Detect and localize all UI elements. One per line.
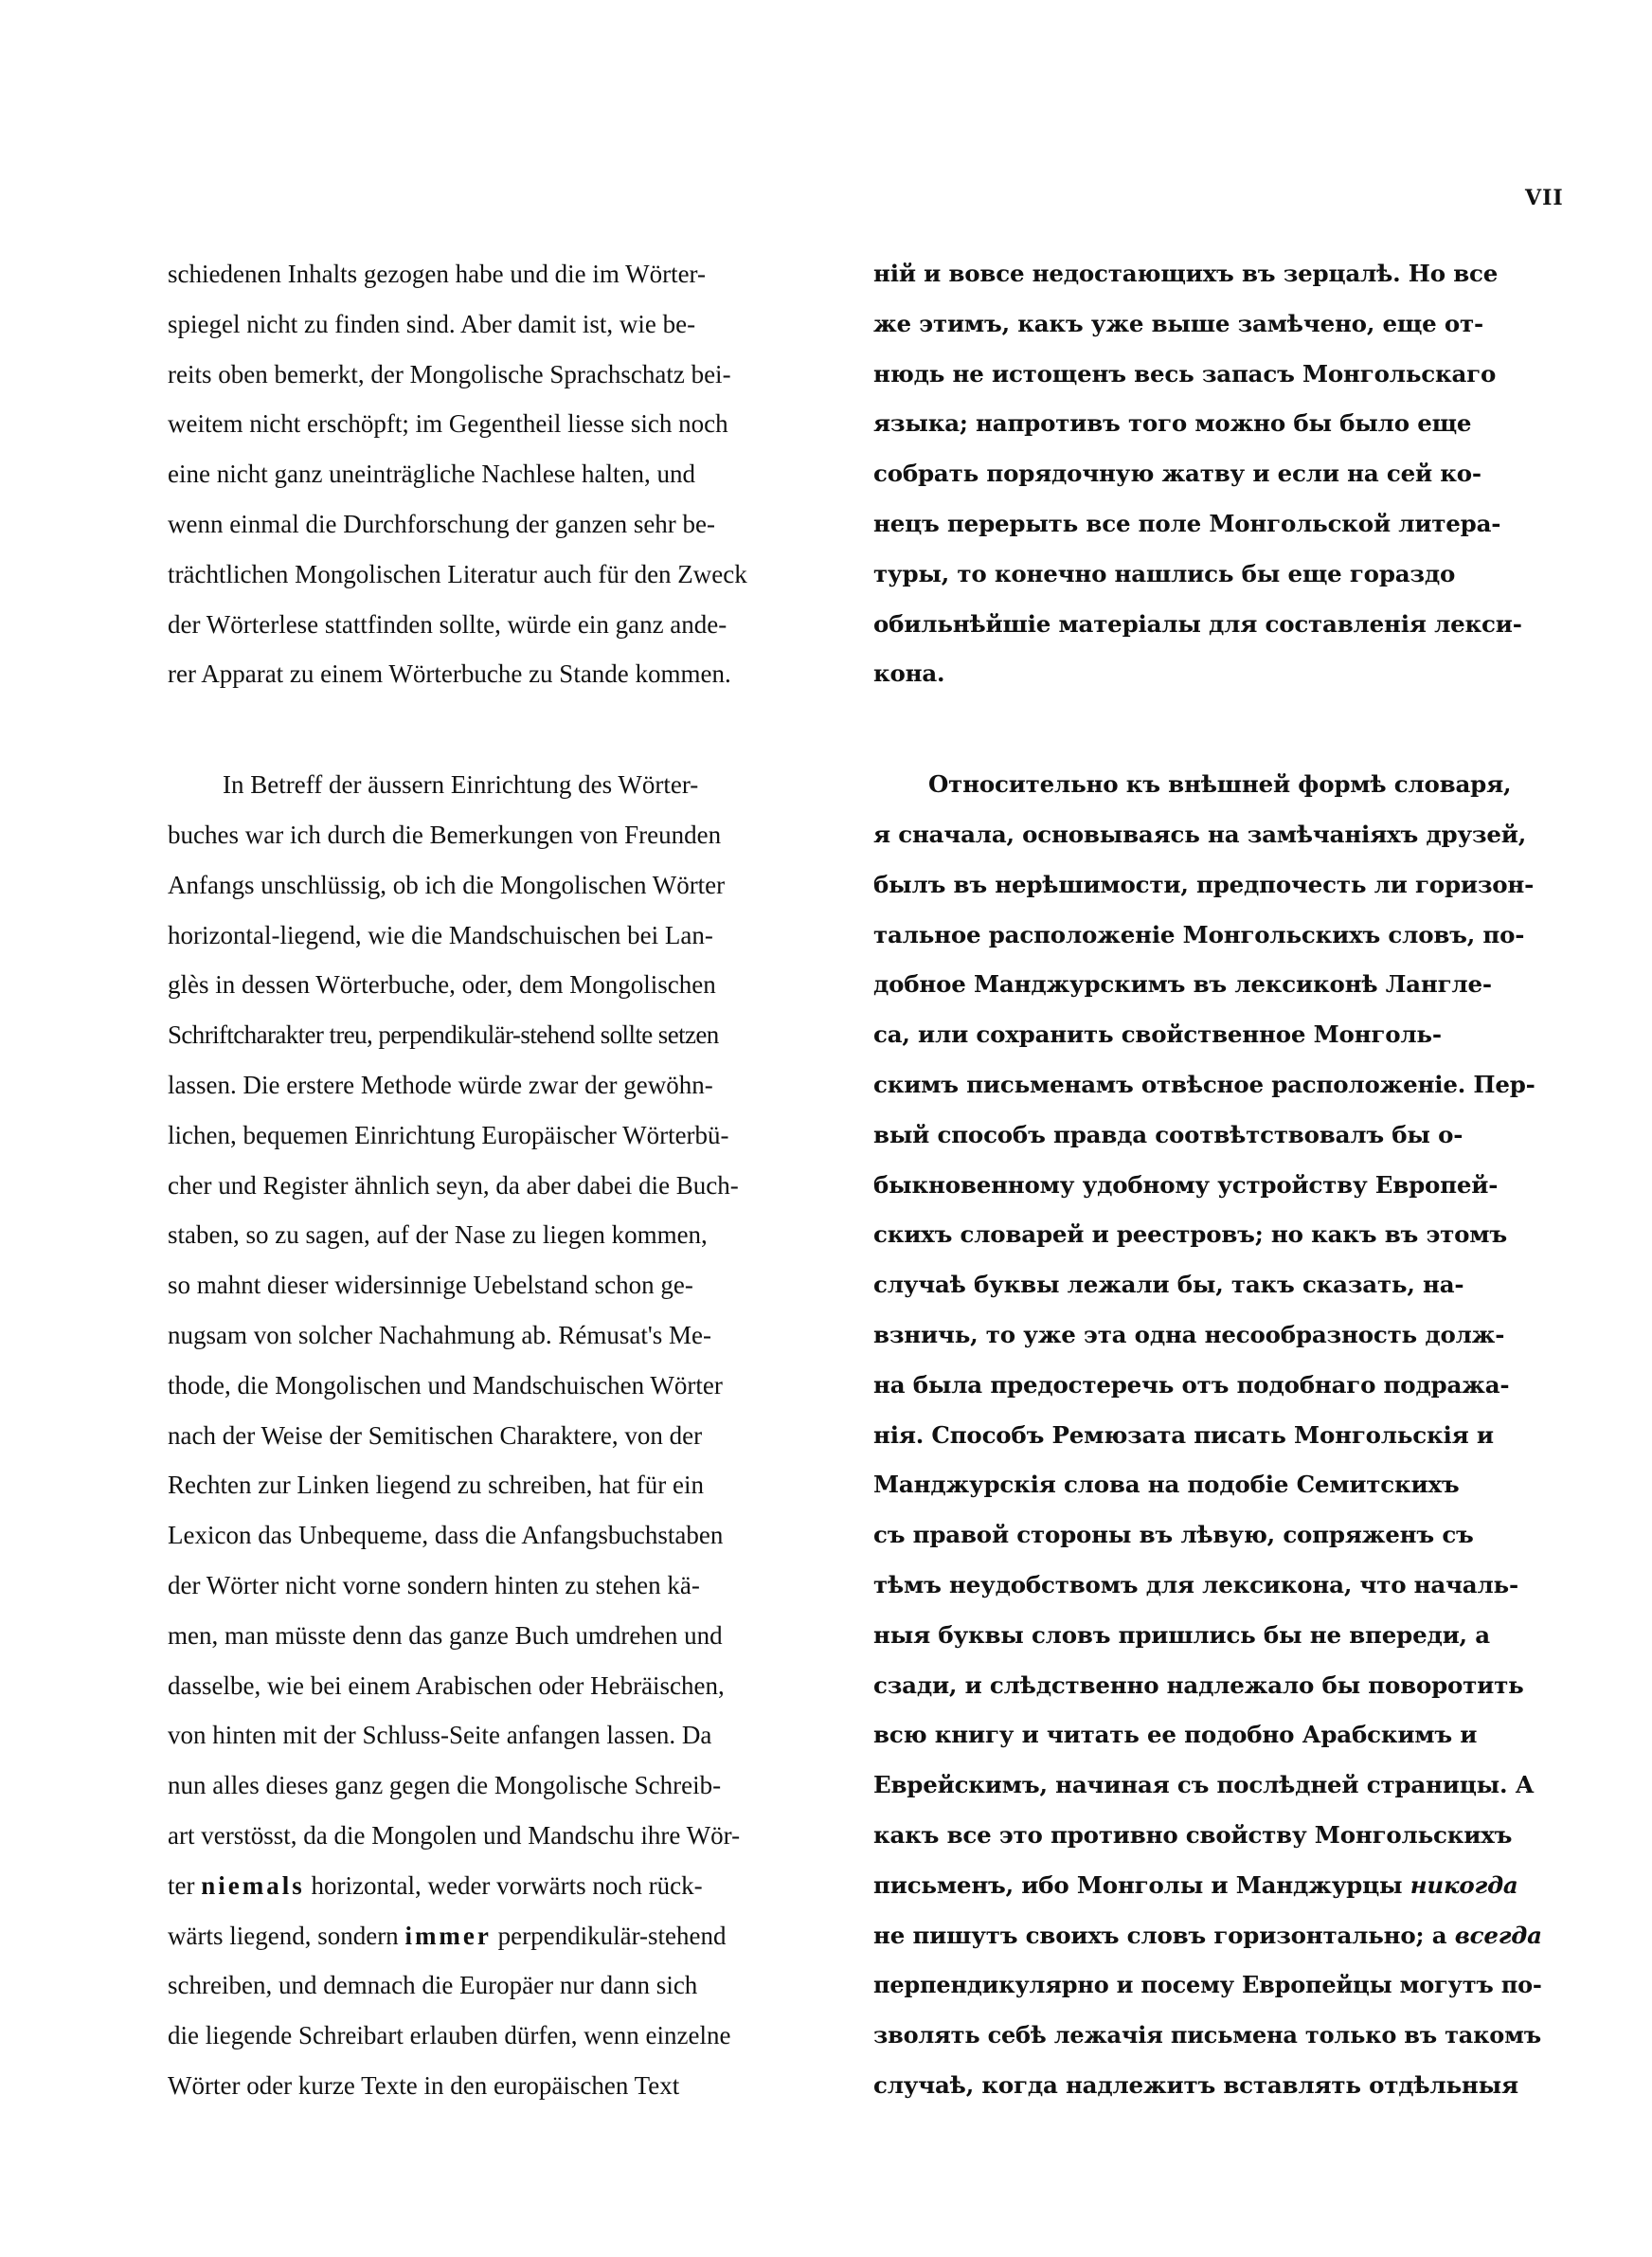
text-line: я сначала, основываясь на замѣчаніяхъ друзей, bbox=[873, 820, 1527, 848]
text-line: нія. Способъ Ремюзата писать Монгольскія и bbox=[873, 1420, 1494, 1449]
text-line: von hinten mit der Schluss-Seite anfangen lassen. Da bbox=[168, 1721, 712, 1750]
text-line: ныя буквы словъ пришлись бы не впереди, а bbox=[873, 1620, 1490, 1649]
text-line: men, man müsste denn das ganze Buch umdrehen und bbox=[168, 1620, 723, 1650]
text-line bbox=[168, 1911, 838, 1961]
german-paragraph-1 bbox=[168, 249, 838, 699]
text-line: reits oben bemerkt, der Mongolische Sprachschatz bei- bbox=[168, 359, 731, 388]
text-line: ній и вовсе недостающихъ въ зерцалѣ. Но все bbox=[873, 260, 1499, 287]
text-line: art verstösst, da die Mongolen und Mandschu ihre Wör- bbox=[168, 1820, 741, 1850]
emphasis-italic: никогда bbox=[1410, 1870, 1518, 1899]
text-line: обильнѣйшіе матеріалы для составленія лекси- bbox=[873, 609, 1522, 638]
text-line: скимъ письменамъ отвѣсное расположеніе. Пер- bbox=[873, 1070, 1535, 1098]
text-line: so mahnt dieser widersinnige Uebelstand schon ge- bbox=[168, 1271, 693, 1300]
text-line: In Betreff der äussern Einrichtung des Wörter- bbox=[223, 770, 699, 800]
text-line: horizontal-liegend, wie die Mandschuischen bei Lan- bbox=[168, 920, 713, 949]
text-line: же этимъ, какъ уже выше замѣчено, еще от- bbox=[873, 309, 1483, 337]
text-line: сзади, и слѣдственно надлежало бы поворотить bbox=[873, 1670, 1524, 1699]
text-line: Rechten zur Linken liegend zu schreiben, hat für ein bbox=[168, 1471, 705, 1500]
text-line: Еврейскимъ, начиная съ послѣдней страницы. А bbox=[873, 1771, 1535, 1799]
text-line: rer Apparat zu einem Wörterbuche zu Stande kommen. bbox=[168, 659, 731, 689]
text-line: staben, so zu sagen, auf der Nase zu liegen kommen, bbox=[168, 1220, 708, 1250]
text-line: на была предостеречь отъ подобнаго подража- bbox=[873, 1370, 1510, 1399]
german-column bbox=[168, 249, 838, 2111]
text-line: lassen. Die erstere Methode würde zwar der gewöhn- bbox=[168, 1070, 713, 1099]
text-line: schreiben, und demnach die Europäer nur dann sich bbox=[168, 1971, 698, 2000]
text-line: нюдь не истощенъ весь запасъ Монгольскаго bbox=[873, 359, 1497, 388]
text-line: thode, die Mongolischen und Mandschuischen Wörter bbox=[168, 1370, 723, 1399]
text-line: lichen, bequemen Einrichtung Europäischer Wörterbü- bbox=[168, 1120, 729, 1149]
text-line: скихъ словарей и реестровъ; но какъ въ этомъ bbox=[873, 1220, 1507, 1249]
text-line: тальное расположеніе Монгольскихъ словъ, по- bbox=[873, 920, 1525, 948]
text-line: cher und Register ähnlich seyn, da aber dabei die Buch- bbox=[168, 1170, 739, 1200]
text-line: кона. bbox=[873, 659, 945, 688]
text-line: съ правой стороны въ лѣвую, сопряженъ съ bbox=[873, 1521, 1474, 1549]
text-line: Schriftcharakter treu, perpendikulär-stehend sollte setzen bbox=[168, 1020, 719, 1050]
text-line: перпендикулярно и посему Европейцы могутъ по- bbox=[873, 1971, 1542, 1999]
text-line: weitem nicht erschöpft; im Gegentheil liesse sich noch bbox=[168, 409, 728, 439]
text-line: nugsam von solcher Nachahmung ab. Rémusat's Me- bbox=[168, 1320, 711, 1349]
text-line: nach der Weise der Semitischen Charaktere, von der bbox=[168, 1420, 703, 1450]
text-line bbox=[873, 1861, 1553, 1911]
page-number: VII bbox=[1525, 186, 1564, 210]
text-run: perpendikulär-stehend bbox=[491, 1921, 727, 1950]
emphasis-spaced: niemals bbox=[201, 1870, 305, 1900]
text-line: взничь, то уже эта одна несообразность долж- bbox=[873, 1320, 1505, 1348]
text-line: тѣмъ неудобствомъ для лексикона, что началь- bbox=[873, 1570, 1518, 1598]
text-line: нецъ перерыть все поле Монгольской литера- bbox=[873, 509, 1501, 537]
text-line: Lexicon das Unbequeme, dass die Anfangsbuchstaben bbox=[168, 1521, 724, 1550]
text-run: не пишутъ своихъ словъ горизонтально; а bbox=[873, 1921, 1455, 1949]
text-line: случаѣ буквы лежали бы, такъ сказать, на- bbox=[873, 1271, 1464, 1299]
russian-paragraph-1 bbox=[873, 249, 1553, 699]
text-line: собрать порядочную жатву и если на сей ко- bbox=[873, 460, 1481, 488]
text-line: Wörter oder kurze Texte in den europäischen Text bbox=[168, 2070, 680, 2100]
russian-column bbox=[873, 249, 1553, 2111]
text-line: spiegel nicht zu finden sind. Aber damit ist, wie be- bbox=[168, 309, 696, 338]
text-line bbox=[873, 1911, 1553, 1961]
german-paragraph-2 bbox=[168, 760, 838, 2111]
text-line: wenn einmal die Durchforschung der ganzen sehr be- bbox=[168, 509, 716, 538]
text-run: wärts liegend, sondern bbox=[168, 1921, 405, 1950]
emphasis-spaced: immer bbox=[404, 1921, 492, 1950]
text-line: der Wörterlese stattfinden sollte, würde ein ganz ande- bbox=[168, 609, 727, 639]
text-line: быкновенному удобному устройству Европей- bbox=[873, 1170, 1499, 1199]
emphasis-italic: всегда bbox=[1454, 1921, 1542, 1949]
text-line: добное Манджурскимъ въ лексиконѣ Лангле- bbox=[873, 970, 1492, 999]
text-line: зволять себѣ лежачія письмена только въ такомъ bbox=[873, 2021, 1541, 2049]
russian-paragraph-2 bbox=[873, 760, 1553, 2111]
text-line: случаѣ, когда надлежитъ вставлять отдѣльныя bbox=[873, 2070, 1518, 2099]
text-line: всю книгу и читать ее подобно Арабскимъ и bbox=[873, 1721, 1478, 1749]
text-line: Относительно къ внѣшней формѣ словаря, bbox=[928, 770, 1512, 799]
text-run: письменъ, ибо Монголы и Манджурцы bbox=[873, 1870, 1410, 1899]
text-line: языка; напротивъ того можно бы было еще bbox=[873, 409, 1472, 438]
text-line: туры, то конечно нашлись бы еще гораздо bbox=[873, 559, 1456, 587]
text-line: Anfangs unschlüssig, ob ich die Mongolischen Wörter bbox=[168, 870, 726, 899]
text-line: вый способъ правда соотвѣтствовалъ бы о- bbox=[873, 1120, 1463, 1148]
text-line: какъ все это противно свойству Монгольскихъ bbox=[873, 1820, 1513, 1849]
text-line: trächtlichen Mongolischen Literatur auch für den Zweck bbox=[168, 559, 747, 588]
text-line: Манджурскія слова на подобіе Семитскихъ bbox=[873, 1471, 1460, 1499]
text-line: eine nicht ganz uneinträgliche Nachlese halten, und bbox=[168, 460, 696, 489]
text-line: былъ въ нерѣшимости, предпочесть ли горизон- bbox=[873, 870, 1535, 898]
text-run: horizontal, weder vorwärts noch rück- bbox=[304, 1870, 703, 1900]
text-line: glès in dessen Wörterbuche, oder, dem Mongolischen bbox=[168, 970, 716, 1000]
text-line: schiedenen Inhalts gezogen habe und die im Wörter- bbox=[168, 260, 707, 288]
text-line: nun alles dieses ganz gegen die Mongolische Schreib- bbox=[168, 1771, 722, 1800]
text-line: der Wörter nicht vorne sondern hinten zu stehen kä- bbox=[168, 1570, 700, 1599]
text-run: ter bbox=[168, 1870, 202, 1900]
text-line: dasselbe, wie bei einem Arabischen oder Hebräischen, bbox=[168, 1670, 725, 1700]
text-line: buches war ich durch die Bemerkungen von Freunden bbox=[168, 820, 722, 849]
text-line: са, или сохранить свойственное Монголь- bbox=[873, 1020, 1442, 1049]
text-line: die liegende Schreibart erlauben dürfen, wenn einzelne bbox=[168, 2021, 731, 2050]
text-line bbox=[168, 1861, 838, 1911]
